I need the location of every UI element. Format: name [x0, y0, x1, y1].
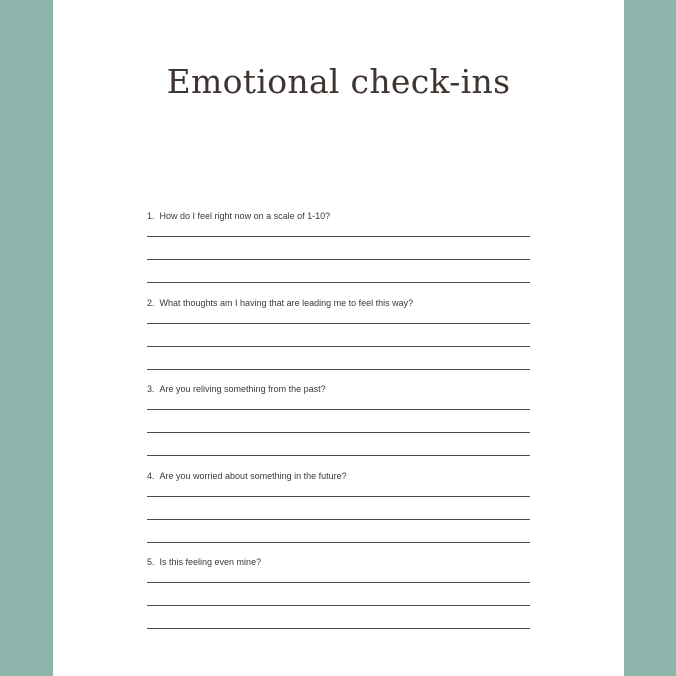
question-label: Are you worried about something in the future? — [159, 470, 347, 481]
question-item — [147, 470, 530, 557]
answer-line[interactable] — [147, 605, 530, 606]
answer-line[interactable] — [147, 346, 530, 347]
question-label: Is this feeling even mine? — [159, 557, 262, 567]
answer-line[interactable] — [147, 519, 530, 520]
answer-line[interactable] — [147, 455, 530, 456]
question-item — [147, 556, 530, 643]
question-number: 4. — [147, 470, 155, 481]
question-list — [147, 210, 530, 643]
question-number: 2. — [147, 297, 155, 308]
answer-line[interactable] — [147, 282, 530, 283]
answer-line[interactable] — [147, 236, 530, 237]
question-label: How do I feel right now on a scale of 1-10? — [159, 211, 331, 221]
answer-line[interactable] — [147, 432, 530, 433]
answer-line[interactable] — [147, 628, 530, 629]
answer-line[interactable] — [147, 323, 530, 324]
answer-line[interactable] — [147, 259, 530, 260]
question-text — [147, 383, 530, 395]
question-text — [147, 556, 530, 568]
answer-line[interactable] — [147, 409, 530, 410]
question-item — [147, 383, 530, 470]
answer-line[interactable] — [147, 542, 530, 543]
question-text — [147, 210, 530, 222]
question-item — [147, 297, 530, 384]
question-text — [147, 297, 530, 309]
question-number: 3. — [147, 384, 155, 394]
question-number: 1. — [147, 211, 155, 221]
answer-line[interactable] — [147, 496, 530, 497]
page-title: Emotional check-ins — [166, 62, 511, 101]
answer-line[interactable] — [147, 369, 530, 370]
worksheet-page — [53, 0, 624, 676]
answer-line[interactable] — [147, 582, 530, 583]
question-label: Are you reliving something from the past? — [159, 384, 326, 394]
question-text — [147, 470, 530, 482]
question-number: 5. — [147, 557, 155, 567]
question-label: What thoughts am I having that are leading me to feel this way? — [159, 297, 414, 308]
question-item — [147, 210, 530, 297]
